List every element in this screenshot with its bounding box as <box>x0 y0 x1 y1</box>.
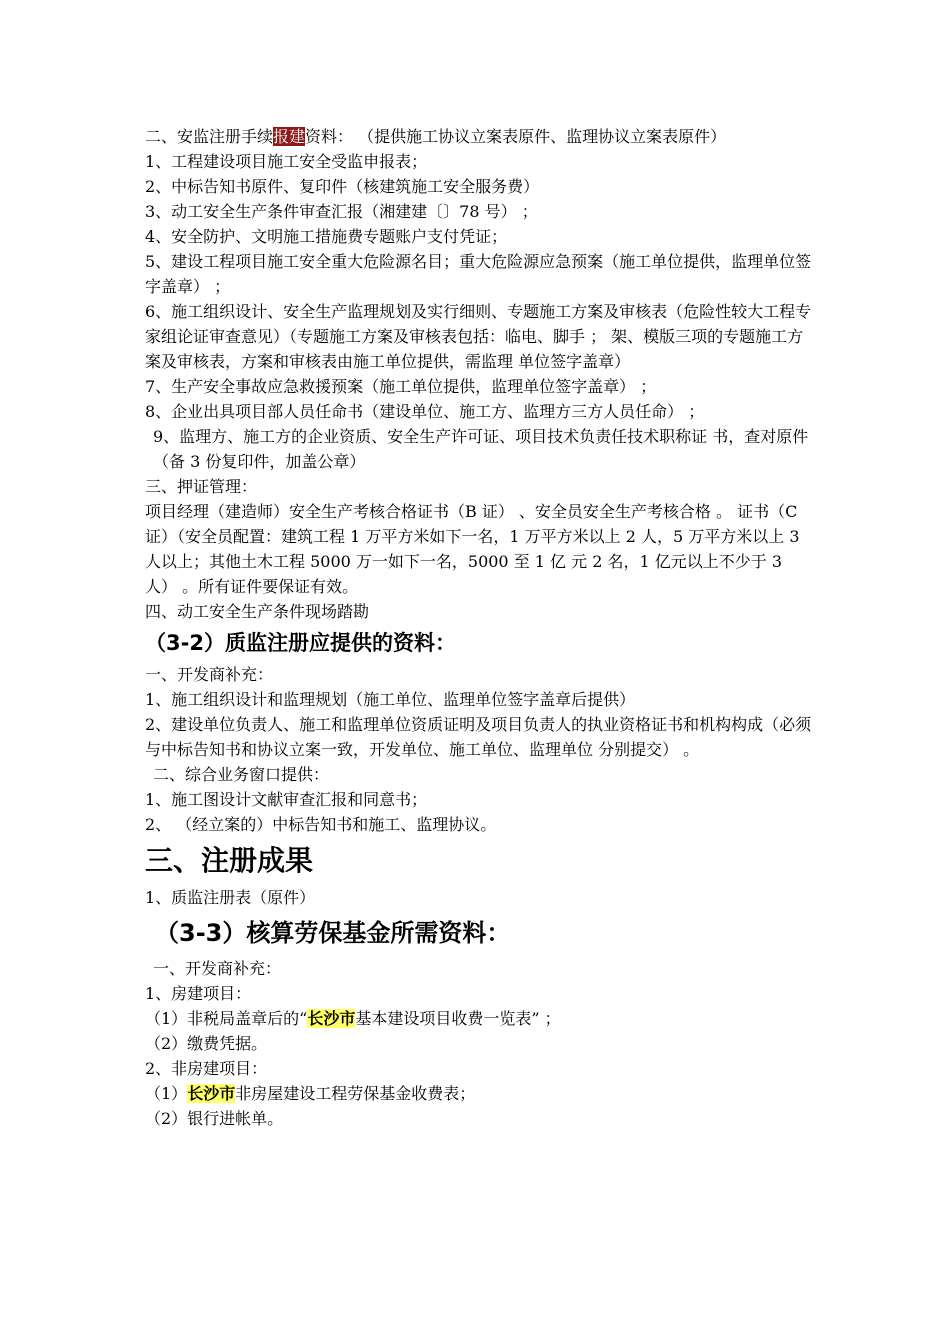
list-item: 1、工程建设项目施工安全受监申报表； <box>145 152 428 171</box>
section-heading-site-survey: 四、动工安全生产条件现场踏勘 <box>145 602 370 621</box>
heading-3-2: （3-2）质监注册应提供的资料： <box>145 631 456 655</box>
list-item <box>145 1006 813 1031</box>
list-item: 2、非房建项目： <box>145 1059 268 1078</box>
text-segment: 资料： （提供施工协议立案表原件、监理协议立案表原件） <box>305 127 727 146</box>
heading-registration-result: 三、注册成果 <box>145 844 314 877</box>
paragraph: 项目经理（建造师）安全生产考核合格证书（B 证） 、安全员安全生产考核合格 。 证书（C 证）（安全员配置：建筑工程 1 万平方米如下一名，1 万平方米以上 2 人，5 万平方米以上 3 人以上；其他土木工程 5000 万一如下一名，5000 至 1 亿 元 2 名，1 亿元以上不少于 3 人） 。所有证件要保证有效。 <box>145 502 800 596</box>
text-segment: （1）非税局盖章后的“ <box>145 1009 308 1028</box>
list-item: 5、建设工程项目施工安全重大危险源名目；重大危险源应急预案（施工单位提供，监理单位签字盖章） ； <box>145 252 812 296</box>
document-body <box>145 124 813 1131</box>
highlighted-text: 长沙市 <box>307 1009 356 1028</box>
list-item: 9、监理方、施工方的企业资质、安全生产许可证、项目技术负责任技术职称证 书，查对原件（备 3 份复印件，加盖公章） <box>153 427 809 471</box>
list-item: 2、中标告知书原件、复印件（核建筑施工安全服务费） <box>145 177 540 196</box>
list-item: 1、房建项目： <box>145 984 252 1003</box>
section-heading-safety-registration <box>145 124 813 149</box>
list-item: （2）缴费凭据。 <box>145 1034 268 1053</box>
list-item: 4、安全防护、文明施工措施费专题账户支付凭证； <box>145 227 508 246</box>
list-item: 1、质监注册表（原件） <box>145 888 316 907</box>
text-segment: （1） <box>145 1084 188 1103</box>
text-segment: 基本建设项目收费一览表” ； <box>355 1009 561 1028</box>
list-item: 1、施工组织设计和监理规划（施工单位、监理单位签字盖章后提供） <box>145 690 636 709</box>
heading-3-3: （3-3）核算劳保基金所需资料： <box>155 919 511 947</box>
list-item: 7、生产安全事故应急救援预案（施工单位提供，监理单位签字盖章） ； <box>145 377 657 396</box>
list-item: （2）银行进帐单。 <box>145 1109 284 1128</box>
highlighted-text: 报建 <box>273 127 306 146</box>
list-item: 2、 （经立案的）中标告知书和施工、监理协议。 <box>145 815 497 834</box>
section-heading-developer: 一、开发商补充： <box>153 959 282 978</box>
list-item: 6、施工组织设计、安全生产监理规划及实行细则、专题施工方案及审核表（危险性较大工程专家组论证审查意见）（专题施工方案及审核表包括：临电、脚手 ； 架、模版三项的专题施工方案及审核表，方案和审核表由施工单位提供，需监理 单位签字盖章） <box>145 302 812 371</box>
list-item <box>145 1081 813 1106</box>
list-item: 2、建设单位负责人、施工和监理单位资质证明及项目负责人的执业资格证书和机构构成（必须与中标告知书和协议立案一致，开发单位、施工单位、监理单位 分别提交） 。 <box>145 715 812 759</box>
list-item: 8、企业出具项目部人员任命书（建设单位、施工方、监理方三方人员任命） ； <box>145 402 705 421</box>
section-heading-certificate: 三、押证管理： <box>145 477 258 496</box>
text-segment: 非房屋建设工程劳保基金收费表； <box>235 1084 476 1103</box>
list-item: 3、动工安全生产条件审查汇报（湘建建〔〕78 号） ； <box>145 202 538 221</box>
list-item: 1、施工图设计文献审查汇报和同意书； <box>145 790 428 809</box>
text-segment: 二、安监注册手续 <box>145 127 274 146</box>
section-heading-window: 二、综合业务窗口提供： <box>153 765 330 784</box>
highlighted-text: 长沙市 <box>187 1084 236 1103</box>
section-heading-developer: 一、开发商补充： <box>145 665 274 684</box>
